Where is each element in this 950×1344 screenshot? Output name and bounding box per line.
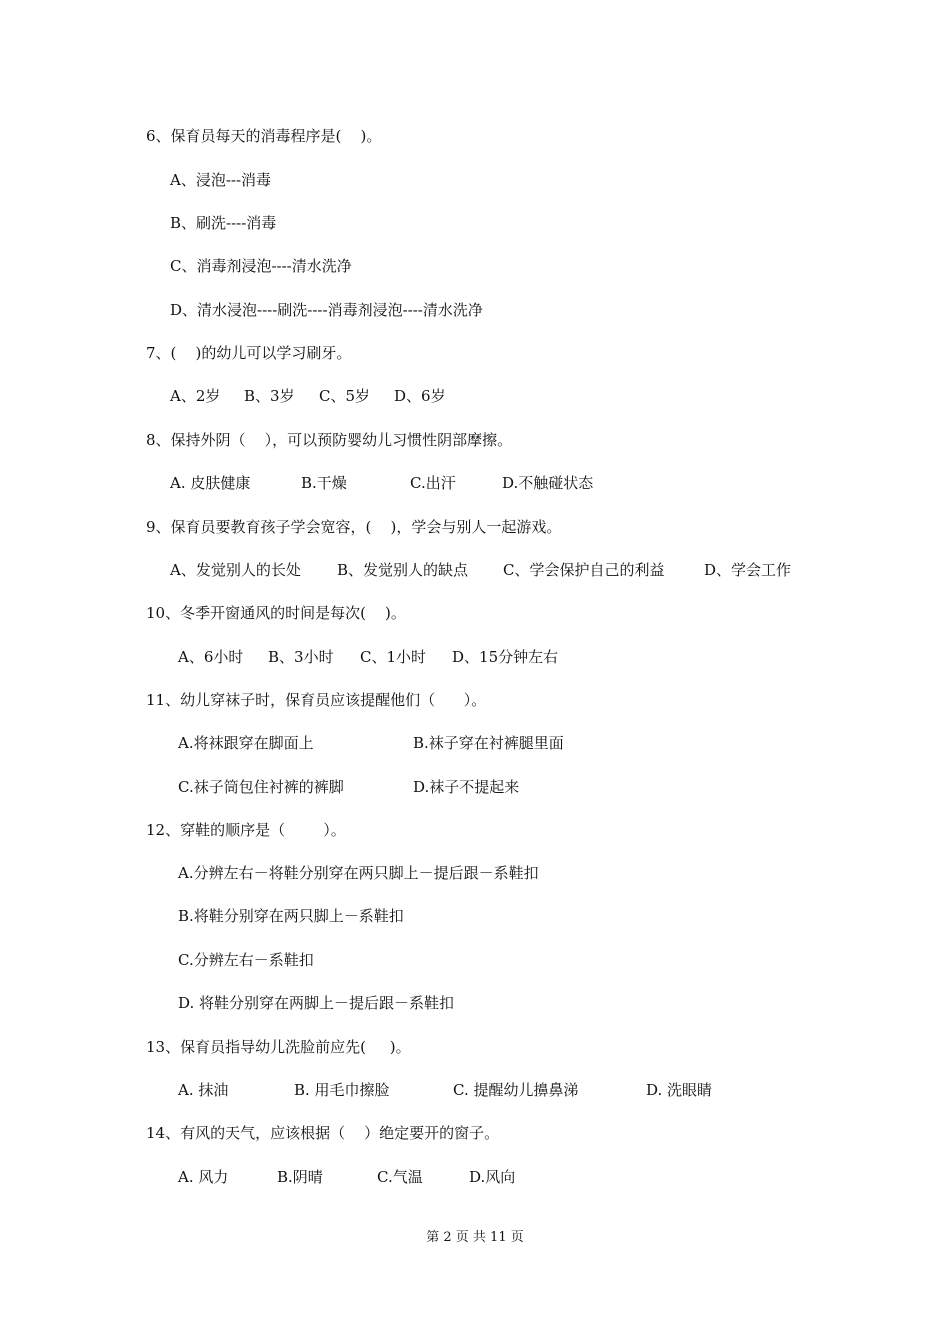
- question-13-stem: 13、保育员指导幼儿洗脸前应先( )。: [146, 1038, 411, 1056]
- question-9-option-d: D、学会工作: [704, 561, 792, 579]
- question-12-option-a: A.分辨左右－将鞋分别穿在两只脚上－提后跟－系鞋扣: [178, 864, 539, 882]
- question-8-stem: 8、保持外阴（ ），可以预防婴幼儿习惯性阴部摩擦。: [146, 431, 513, 449]
- question-10-option-a: A、6小时: [178, 648, 244, 666]
- question-12-option-c: C.分辨左右－系鞋扣: [178, 951, 314, 969]
- question-8-option-a: A. 皮肤健康: [170, 474, 251, 492]
- question-6-option-b: B、刷洗----消毒: [170, 214, 277, 232]
- question-8-option-c: C.出汗: [410, 474, 456, 492]
- question-11-option-d: D.袜子不提起来: [413, 778, 520, 796]
- question-13-option-c: C. 提醒幼儿擤鼻涕: [453, 1081, 579, 1099]
- question-10-option-c: C、1小时: [360, 648, 427, 666]
- question-12-stem: 12、穿鞋的顺序是（ ）。: [146, 821, 346, 839]
- question-13-option-a: A. 抹油: [178, 1081, 229, 1099]
- question-9-stem: 9、保育员要教育孩子学会宽容，( )，学会与别人一起游戏。: [146, 518, 562, 536]
- question-10-option-d: D、15分钟左右: [452, 648, 559, 666]
- question-13-option-b: B. 用毛巾擦脸: [294, 1081, 390, 1099]
- question-8-option-b: B.干燥: [301, 474, 347, 492]
- question-11-stem: 11、幼儿穿袜子时，保育员应该提醒他们（ ）。: [146, 691, 487, 709]
- question-6-option-c: C、消毒剂浸泡----清水洗净: [170, 257, 352, 275]
- question-10-stem: 10、冬季开窗通风的时间是每次( )。: [146, 604, 406, 622]
- question-7-option-a: A、2岁: [170, 387, 221, 405]
- question-14-option-a: A. 风力: [178, 1168, 229, 1186]
- question-11-option-a: A.将袜跟穿在脚面上: [178, 734, 314, 752]
- question-7-option-c: C、5岁: [319, 387, 371, 405]
- question-12-option-d: D. 将鞋分别穿在两脚上－提后跟－系鞋扣: [178, 994, 455, 1012]
- question-7-option-b: B、3岁: [244, 387, 295, 405]
- page-number-footer: 第 2 页 共 11 页: [426, 1230, 524, 1245]
- question-14-option-c: C.气温: [377, 1168, 423, 1186]
- question-9-option-c: C、学会保护自己的利益: [503, 561, 665, 579]
- question-14-option-b: B.阴晴: [277, 1168, 323, 1186]
- question-9-option-a: A、发觉别人的长处: [170, 561, 301, 579]
- question-7-option-d: D、6岁: [394, 387, 446, 405]
- question-12-option-b: B.将鞋分别穿在两只脚上－系鞋扣: [178, 907, 404, 925]
- question-11-option-b: B.袜子穿在衬裤腿里面: [413, 734, 564, 752]
- question-8-option-d: D.不触碰状态: [502, 474, 594, 492]
- question-7-stem: 7、( )的幼儿可以学习刷牙。: [146, 344, 352, 362]
- question-11-option-c: C.袜子筒包住衬裤的裤脚: [178, 778, 344, 796]
- question-6-option-a: A、浸泡---消毒: [170, 171, 272, 189]
- question-10-option-b: B、3小时: [268, 648, 334, 666]
- question-13-option-d: D. 洗眼睛: [646, 1081, 713, 1099]
- question-14-stem: 14、有风的天气，应该根据（ ）绝定要开的窗子。: [146, 1124, 500, 1142]
- question-6-stem: 6、保育员每天的消毒程序是( )。: [146, 127, 382, 145]
- question-14-option-d: D.风向: [469, 1168, 516, 1186]
- question-6-option-d: D、清水浸泡----刷洗----消毒剂浸泡----清水洗净: [170, 301, 483, 319]
- question-9-option-b: B、发觉别人的缺点: [337, 561, 469, 579]
